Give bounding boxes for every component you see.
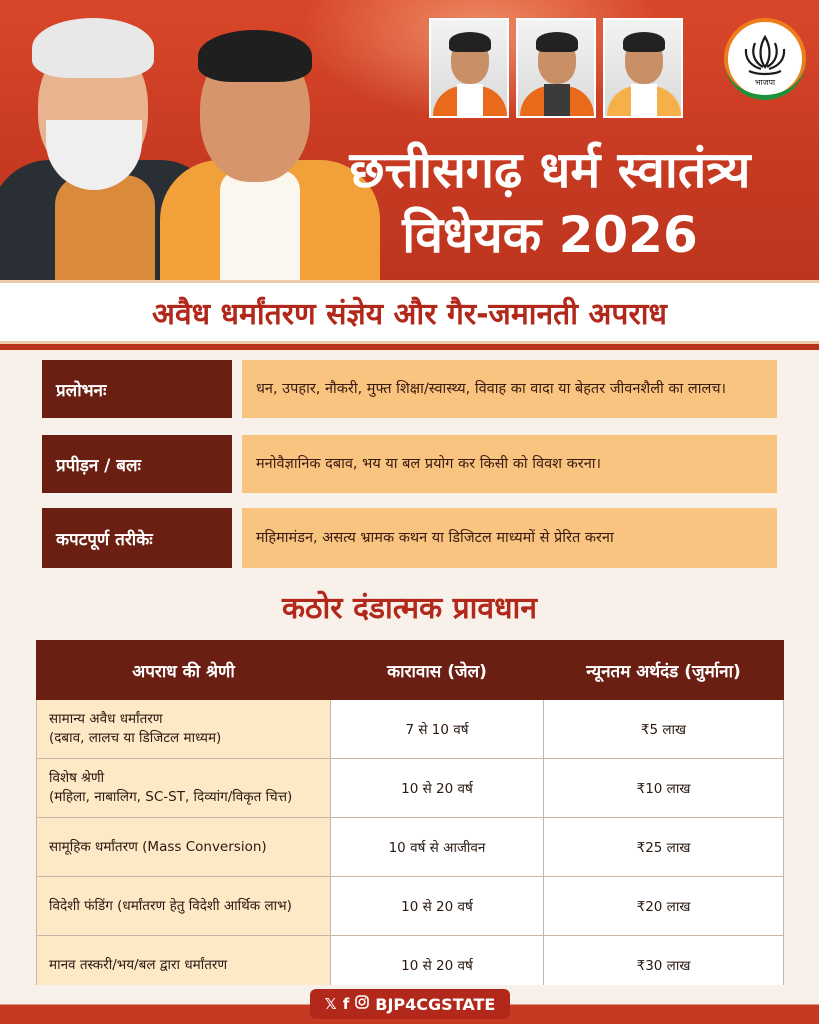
jail-cell: 10 से 20 वर्ष [331, 877, 544, 936]
page-title-line-1: छत्तीसगढ़ धर्म स्वातंत्र्य [349, 141, 751, 199]
column-header: न्यूनतम अर्थदंड (जुर्माना) [544, 641, 784, 700]
instagram-icon[interactable] [355, 995, 369, 1013]
category-cell [37, 759, 331, 818]
jail-cell: 10 वर्ष से आजीवन [331, 818, 544, 877]
jail-cell: 7 से 10 वर्ष [331, 700, 544, 759]
definition-text: मनोवैज्ञानिक दबाव, भय या बल प्रयोग कर किसी को विवश करना। [242, 435, 777, 493]
logo-ring [724, 18, 806, 100]
leader-thumbnail-3 [603, 18, 683, 118]
page-title-line-2: विधेयक 2026 [402, 206, 698, 264]
penalty-table [36, 640, 784, 995]
category-note: (महिला, नाबालिग, SC-ST, दिव्यांग/विकृत चित्त) [49, 789, 293, 805]
column-header: कारावास (जेल) [331, 641, 544, 700]
footer [0, 985, 819, 1024]
fine-cell: ₹10 लाख [544, 759, 784, 818]
jail-cell: 10 से 20 वर्ष [331, 936, 544, 995]
fine-cell: ₹20 लाख [544, 877, 784, 936]
jail-cell: 10 से 20 वर्ष [331, 759, 544, 818]
definition-row [42, 508, 777, 568]
definition-label: प्रपीड़न / बलः [42, 435, 232, 493]
definition-label: कपटपूर्ण तरीकेः [42, 508, 232, 568]
definition-text: धन, उपहार, नौकरी, मुफ्त शिक्षा/स्वास्थ्य, विवाह का वादा या बेहतर जीवनशैली का लालच। [242, 360, 777, 418]
category-name: सामान्य अवैध धर्मांतरण [49, 711, 163, 727]
table-row [37, 700, 784, 759]
leader-thumbnail-1 [429, 18, 509, 118]
category-cell: विदेशी फंडिंग (धर्मांतरण हेतु विदेशी आर्थिक लाभ) [37, 877, 331, 936]
svg-text:भाजपा: भाजपा [754, 78, 776, 87]
facebook-icon[interactable]: f [342, 995, 350, 1013]
table-row [37, 877, 784, 936]
column-header: अपराध की श्रेणी [37, 641, 331, 700]
table-row [37, 759, 784, 818]
definition-row [42, 435, 777, 493]
fine-cell: ₹30 लाख [544, 936, 784, 995]
category-name: विशेष श्रेणी [49, 770, 105, 786]
subtitle: अवैध धर्मांतरण संज्ञेय और गैर-जमानती अपराध [152, 296, 667, 332]
definition-label: प्रलोभनः [42, 360, 232, 418]
table-row [37, 818, 784, 877]
category-cell [37, 700, 331, 759]
definition-text: महिमामंडन, असत्य भ्रामक कथन या डिजिटल माध्यमों से प्रेरित करना [242, 508, 777, 568]
x-icon[interactable]: 𝕏 [324, 995, 337, 1013]
category-cell: सामूहिक धर्मांतरण (Mass Conversion) [37, 818, 331, 877]
subtitle-banner [0, 280, 819, 344]
fine-cell: ₹5 लाख [544, 700, 784, 759]
social-handle[interactable]: BJP4CGSTATE [375, 994, 496, 1014]
category-note: (दबाव, लालच या डिजिटल माध्यम) [49, 730, 222, 746]
social-handle-badge[interactable] [310, 989, 510, 1019]
leader-thumbnail-2 [516, 18, 596, 118]
table-header-row [37, 641, 784, 700]
section-title: कठोर दंडात्मक प्रावधान [282, 591, 537, 626]
category-cell: मानव तस्करी/भय/बल द्वारा धर्मांतरण [37, 936, 331, 995]
fine-cell: ₹25 लाख [544, 818, 784, 877]
header-banner [0, 0, 819, 350]
definition-row [42, 360, 777, 418]
